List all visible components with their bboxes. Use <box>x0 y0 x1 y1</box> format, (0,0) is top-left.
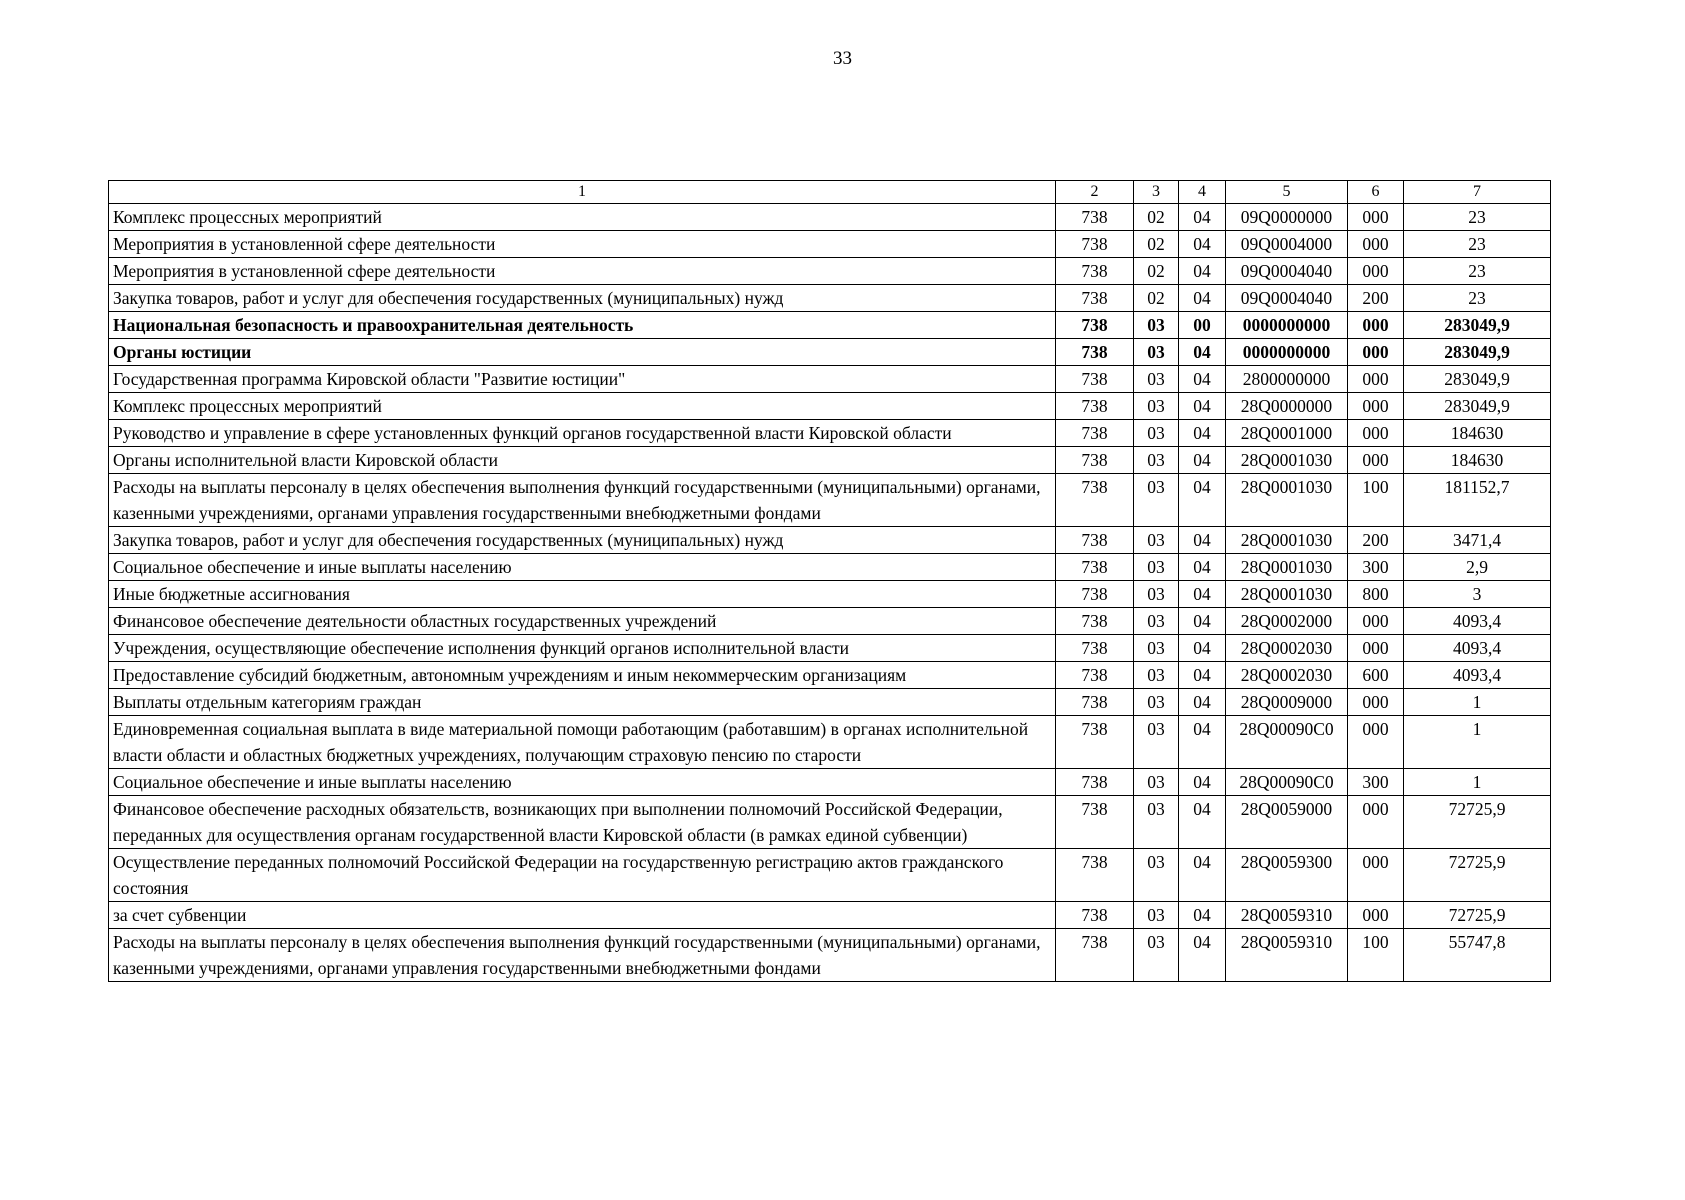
table-row <box>109 285 1551 312</box>
section-code-cell: 02 <box>1134 285 1179 312</box>
expense-type-cell: 000 <box>1348 447 1404 474</box>
column-number: 3 <box>1134 181 1179 204</box>
target-article-cell: 28Q0001030 <box>1226 581 1348 608</box>
ministry-code-cell: 738 <box>1056 393 1134 420</box>
table-row <box>109 716 1551 769</box>
amount-cell: 4093,4 <box>1404 608 1551 635</box>
expense-type-cell: 000 <box>1348 635 1404 662</box>
ministry-code-cell: 738 <box>1056 527 1134 554</box>
table-row <box>109 554 1551 581</box>
expense-type-cell: 100 <box>1348 929 1404 982</box>
target-article-cell: 28Q0059310 <box>1226 902 1348 929</box>
target-article-cell: 0000000000 <box>1226 312 1348 339</box>
section-code-cell: 03 <box>1134 902 1179 929</box>
section-code-cell: 03 <box>1134 339 1179 366</box>
ministry-code-cell: 738 <box>1056 554 1134 581</box>
expense-name-cell: Социальное обеспечение и иные выплаты населению <box>109 554 1056 581</box>
expense-name-cell: Выплаты отдельным категориям граждан <box>109 689 1056 716</box>
expense-name-cell: Социальное обеспечение и иные выплаты населению <box>109 769 1056 796</box>
table-row <box>109 474 1551 527</box>
column-number: 4 <box>1179 181 1226 204</box>
expense-type-cell: 200 <box>1348 285 1404 312</box>
target-article-cell: 28Q0001030 <box>1226 527 1348 554</box>
expense-type-cell: 000 <box>1348 796 1404 849</box>
section-code-cell: 03 <box>1134 849 1179 902</box>
amount-cell: 72725,9 <box>1404 796 1551 849</box>
ministry-code-cell: 738 <box>1056 339 1134 366</box>
amount-cell: 283049,9 <box>1404 366 1551 393</box>
table-row <box>109 608 1551 635</box>
subsection-code-cell: 04 <box>1179 204 1226 231</box>
section-code-cell: 03 <box>1134 929 1179 982</box>
expense-name-cell: Органы юстиции <box>109 339 1056 366</box>
expense-type-cell: 000 <box>1348 366 1404 393</box>
section-code-cell: 03 <box>1134 312 1179 339</box>
table-row <box>109 204 1551 231</box>
expense-type-cell: 000 <box>1348 902 1404 929</box>
section-code-cell: 03 <box>1134 447 1179 474</box>
table-row <box>109 366 1551 393</box>
subsection-code-cell: 04 <box>1179 902 1226 929</box>
target-article-cell: 28Q0000000 <box>1226 393 1348 420</box>
expense-name-cell: Расходы на выплаты персоналу в целях обеспечения выполнения функций государственными (муниципальными) органами, казенными учреждениями, органами управления государственными внебюджетными фондами <box>109 474 1056 527</box>
ministry-code-cell: 738 <box>1056 769 1134 796</box>
expense-name-cell: Закупка товаров, работ и услуг для обеспечения государственных (муниципальных) нужд <box>109 285 1056 312</box>
section-code-cell: 03 <box>1134 769 1179 796</box>
ministry-code-cell: 738 <box>1056 716 1134 769</box>
amount-cell: 283049,9 <box>1404 312 1551 339</box>
ministry-code-cell: 738 <box>1056 608 1134 635</box>
expense-type-cell: 000 <box>1348 312 1404 339</box>
expense-name-cell: за счет субвенции <box>109 902 1056 929</box>
expense-type-cell: 800 <box>1348 581 1404 608</box>
expense-type-cell: 600 <box>1348 662 1404 689</box>
target-article-cell: 0000000000 <box>1226 339 1348 366</box>
amount-cell: 23 <box>1404 204 1551 231</box>
ministry-code-cell: 738 <box>1056 447 1134 474</box>
column-number: 2 <box>1056 181 1134 204</box>
subsection-code-cell: 04 <box>1179 662 1226 689</box>
amount-cell: 1 <box>1404 716 1551 769</box>
table-row <box>109 635 1551 662</box>
section-code-cell: 03 <box>1134 474 1179 527</box>
subsection-code-cell: 04 <box>1179 716 1226 769</box>
amount-cell: 23 <box>1404 258 1551 285</box>
expense-name-cell: Предоставление субсидий бюджетным, автономным учреждениям и иным некоммерческим организациям <box>109 662 1056 689</box>
table-row <box>109 393 1551 420</box>
target-article-cell: 28Q0059300 <box>1226 849 1348 902</box>
section-code-cell: 02 <box>1134 204 1179 231</box>
column-number: 1 <box>109 181 1056 204</box>
amount-cell: 3471,4 <box>1404 527 1551 554</box>
ministry-code-cell: 738 <box>1056 231 1134 258</box>
section-code-cell: 03 <box>1134 796 1179 849</box>
ministry-code-cell: 738 <box>1056 285 1134 312</box>
target-article-cell: 28Q00090C0 <box>1226 769 1348 796</box>
amount-cell: 4093,4 <box>1404 635 1551 662</box>
amount-cell: 55747,8 <box>1404 929 1551 982</box>
column-number-row <box>109 181 1551 204</box>
subsection-code-cell: 04 <box>1179 689 1226 716</box>
expense-name-cell: Единовременная социальная выплата в виде материальной помощи работающим (работавшим) в органах исполнительной власти области и областных бюджетных учреждениях, получающим страховую пенсию по старости <box>109 716 1056 769</box>
subsection-code-cell: 04 <box>1179 769 1226 796</box>
section-code-cell: 03 <box>1134 635 1179 662</box>
subsection-code-cell: 04 <box>1179 258 1226 285</box>
target-article-cell: 28Q0001030 <box>1226 554 1348 581</box>
expense-name-cell: Мероприятия в установленной сфере деятельности <box>109 231 1056 258</box>
table-row <box>109 769 1551 796</box>
ministry-code-cell: 738 <box>1056 796 1134 849</box>
subsection-code-cell: 04 <box>1179 554 1226 581</box>
subsection-code-cell: 04 <box>1179 796 1226 849</box>
table-row <box>109 312 1551 339</box>
amount-cell: 283049,9 <box>1404 393 1551 420</box>
subsection-code-cell: 04 <box>1179 635 1226 662</box>
ministry-code-cell: 738 <box>1056 366 1134 393</box>
target-article-cell: 28Q0002030 <box>1226 662 1348 689</box>
section-code-cell: 03 <box>1134 554 1179 581</box>
section-code-cell: 03 <box>1134 420 1179 447</box>
expense-type-cell: 000 <box>1348 339 1404 366</box>
target-article-cell: 28Q0059000 <box>1226 796 1348 849</box>
target-article-cell: 28Q0001030 <box>1226 474 1348 527</box>
target-article-cell: 2800000000 <box>1226 366 1348 393</box>
target-article-cell: 28Q0002000 <box>1226 608 1348 635</box>
ministry-code-cell: 738 <box>1056 929 1134 982</box>
target-article-cell: 28Q0059310 <box>1226 929 1348 982</box>
target-article-cell: 28Q0009000 <box>1226 689 1348 716</box>
expense-type-cell: 200 <box>1348 527 1404 554</box>
expense-type-cell: 000 <box>1348 849 1404 902</box>
ministry-code-cell: 738 <box>1056 689 1134 716</box>
section-code-cell: 03 <box>1134 527 1179 554</box>
expense-name-cell: Национальная безопасность и правоохранительная деятельность <box>109 312 1056 339</box>
expense-type-cell: 000 <box>1348 420 1404 447</box>
expense-name-cell: Государственная программа Кировской области "Развитие юстиции" <box>109 366 1056 393</box>
expense-type-cell: 000 <box>1348 716 1404 769</box>
ministry-code-cell: 738 <box>1056 312 1134 339</box>
subsection-code-cell: 04 <box>1179 393 1226 420</box>
amount-cell: 23 <box>1404 285 1551 312</box>
amount-cell: 4093,4 <box>1404 662 1551 689</box>
target-article-cell: 28Q0001000 <box>1226 420 1348 447</box>
target-article-cell: 09Q0000000 <box>1226 204 1348 231</box>
subsection-code-cell: 04 <box>1179 474 1226 527</box>
expense-name-cell: Учреждения, осуществляющие обеспечение исполнения функций органов исполнительной власти <box>109 635 1056 662</box>
ministry-code-cell: 738 <box>1056 635 1134 662</box>
section-code-cell: 02 <box>1134 258 1179 285</box>
expense-type-cell: 300 <box>1348 769 1404 796</box>
expense-name-cell: Комплекс процессных мероприятий <box>109 204 1056 231</box>
table-row <box>109 339 1551 366</box>
expense-type-cell: 000 <box>1348 204 1404 231</box>
expense-type-cell: 000 <box>1348 393 1404 420</box>
subsection-code-cell: 04 <box>1179 339 1226 366</box>
target-article-cell: 28Q0001030 <box>1226 447 1348 474</box>
target-article-cell: 09Q0004040 <box>1226 285 1348 312</box>
column-number: 5 <box>1226 181 1348 204</box>
amount-cell: 2,9 <box>1404 554 1551 581</box>
expense-name-cell: Органы исполнительной власти Кировской области <box>109 447 1056 474</box>
table-row <box>109 796 1551 849</box>
table-row <box>109 420 1551 447</box>
amount-cell: 184630 <box>1404 420 1551 447</box>
expense-name-cell: Комплекс процессных мероприятий <box>109 393 1056 420</box>
subsection-code-cell: 04 <box>1179 581 1226 608</box>
target-article-cell: 28Q0002030 <box>1226 635 1348 662</box>
section-code-cell: 03 <box>1134 393 1179 420</box>
section-code-cell: 03 <box>1134 689 1179 716</box>
ministry-code-cell: 738 <box>1056 662 1134 689</box>
table-row <box>109 258 1551 285</box>
target-article-cell: 09Q0004040 <box>1226 258 1348 285</box>
amount-cell: 72725,9 <box>1404 849 1551 902</box>
subsection-code-cell: 04 <box>1179 929 1226 982</box>
expense-name-cell: Расходы на выплаты персоналу в целях обеспечения выполнения функций государственными (муниципальными) органами, казенными учреждениями, органами управления государственными внебюджетными фондами <box>109 929 1056 982</box>
amount-cell: 1 <box>1404 769 1551 796</box>
ministry-code-cell: 738 <box>1056 204 1134 231</box>
table-row <box>109 581 1551 608</box>
expense-name-cell: Осуществление переданных полномочий Российской Федерации на государственную регистрацию актов гражданского состояния <box>109 849 1056 902</box>
subsection-code-cell: 00 <box>1179 312 1226 339</box>
ministry-code-cell: 738 <box>1056 849 1134 902</box>
subsection-code-cell: 04 <box>1179 608 1226 635</box>
amount-cell: 181152,7 <box>1404 474 1551 527</box>
subsection-code-cell: 04 <box>1179 849 1226 902</box>
expense-name-cell: Иные бюджетные ассигнования <box>109 581 1056 608</box>
ministry-code-cell: 738 <box>1056 420 1134 447</box>
expense-type-cell: 000 <box>1348 608 1404 635</box>
budget-table <box>108 180 1551 982</box>
expense-type-cell: 100 <box>1348 474 1404 527</box>
expense-type-cell: 300 <box>1348 554 1404 581</box>
subsection-code-cell: 04 <box>1179 527 1226 554</box>
expense-name-cell: Руководство и управление в сфере установленных функций органов государственной власти Кировской области <box>109 420 1056 447</box>
amount-cell: 72725,9 <box>1404 902 1551 929</box>
amount-cell: 1 <box>1404 689 1551 716</box>
page-number: 33 <box>833 48 852 69</box>
table-row <box>109 527 1551 554</box>
ministry-code-cell: 738 <box>1056 581 1134 608</box>
subsection-code-cell: 04 <box>1179 231 1226 258</box>
target-article-cell: 28Q00090C0 <box>1226 716 1348 769</box>
table-row <box>109 849 1551 902</box>
expense-type-cell: 000 <box>1348 258 1404 285</box>
ministry-code-cell: 738 <box>1056 902 1134 929</box>
expense-type-cell: 000 <box>1348 689 1404 716</box>
subsection-code-cell: 04 <box>1179 420 1226 447</box>
column-number: 7 <box>1404 181 1551 204</box>
section-code-cell: 03 <box>1134 716 1179 769</box>
column-number: 6 <box>1348 181 1404 204</box>
amount-cell: 23 <box>1404 231 1551 258</box>
subsection-code-cell: 04 <box>1179 366 1226 393</box>
section-code-cell: 03 <box>1134 662 1179 689</box>
subsection-code-cell: 04 <box>1179 285 1226 312</box>
expense-type-cell: 000 <box>1348 231 1404 258</box>
ministry-code-cell: 738 <box>1056 258 1134 285</box>
table-row <box>109 447 1551 474</box>
ministry-code-cell: 738 <box>1056 474 1134 527</box>
expense-name-cell: Закупка товаров, работ и услуг для обеспечения государственных (муниципальных) нужд <box>109 527 1056 554</box>
section-code-cell: 03 <box>1134 581 1179 608</box>
table-body <box>109 181 1551 982</box>
table-row <box>109 689 1551 716</box>
table-row <box>109 662 1551 689</box>
section-code-cell: 03 <box>1134 366 1179 393</box>
table-row <box>109 231 1551 258</box>
expense-name-cell: Финансовое обеспечение деятельности областных государственных учреждений <box>109 608 1056 635</box>
subsection-code-cell: 04 <box>1179 447 1226 474</box>
expense-name-cell: Мероприятия в установленной сфере деятельности <box>109 258 1056 285</box>
table-row <box>109 902 1551 929</box>
section-code-cell: 02 <box>1134 231 1179 258</box>
amount-cell: 283049,9 <box>1404 339 1551 366</box>
target-article-cell: 09Q0004000 <box>1226 231 1348 258</box>
section-code-cell: 03 <box>1134 608 1179 635</box>
amount-cell: 184630 <box>1404 447 1551 474</box>
expense-name-cell: Финансовое обеспечение расходных обязательств, возникающих при выполнении полномочий Российской Федерации, переданных для осуществления органам государственной власти Кировской области (в рамках единой субвенции) <box>109 796 1056 849</box>
amount-cell: 3 <box>1404 581 1551 608</box>
table-row <box>109 929 1551 982</box>
